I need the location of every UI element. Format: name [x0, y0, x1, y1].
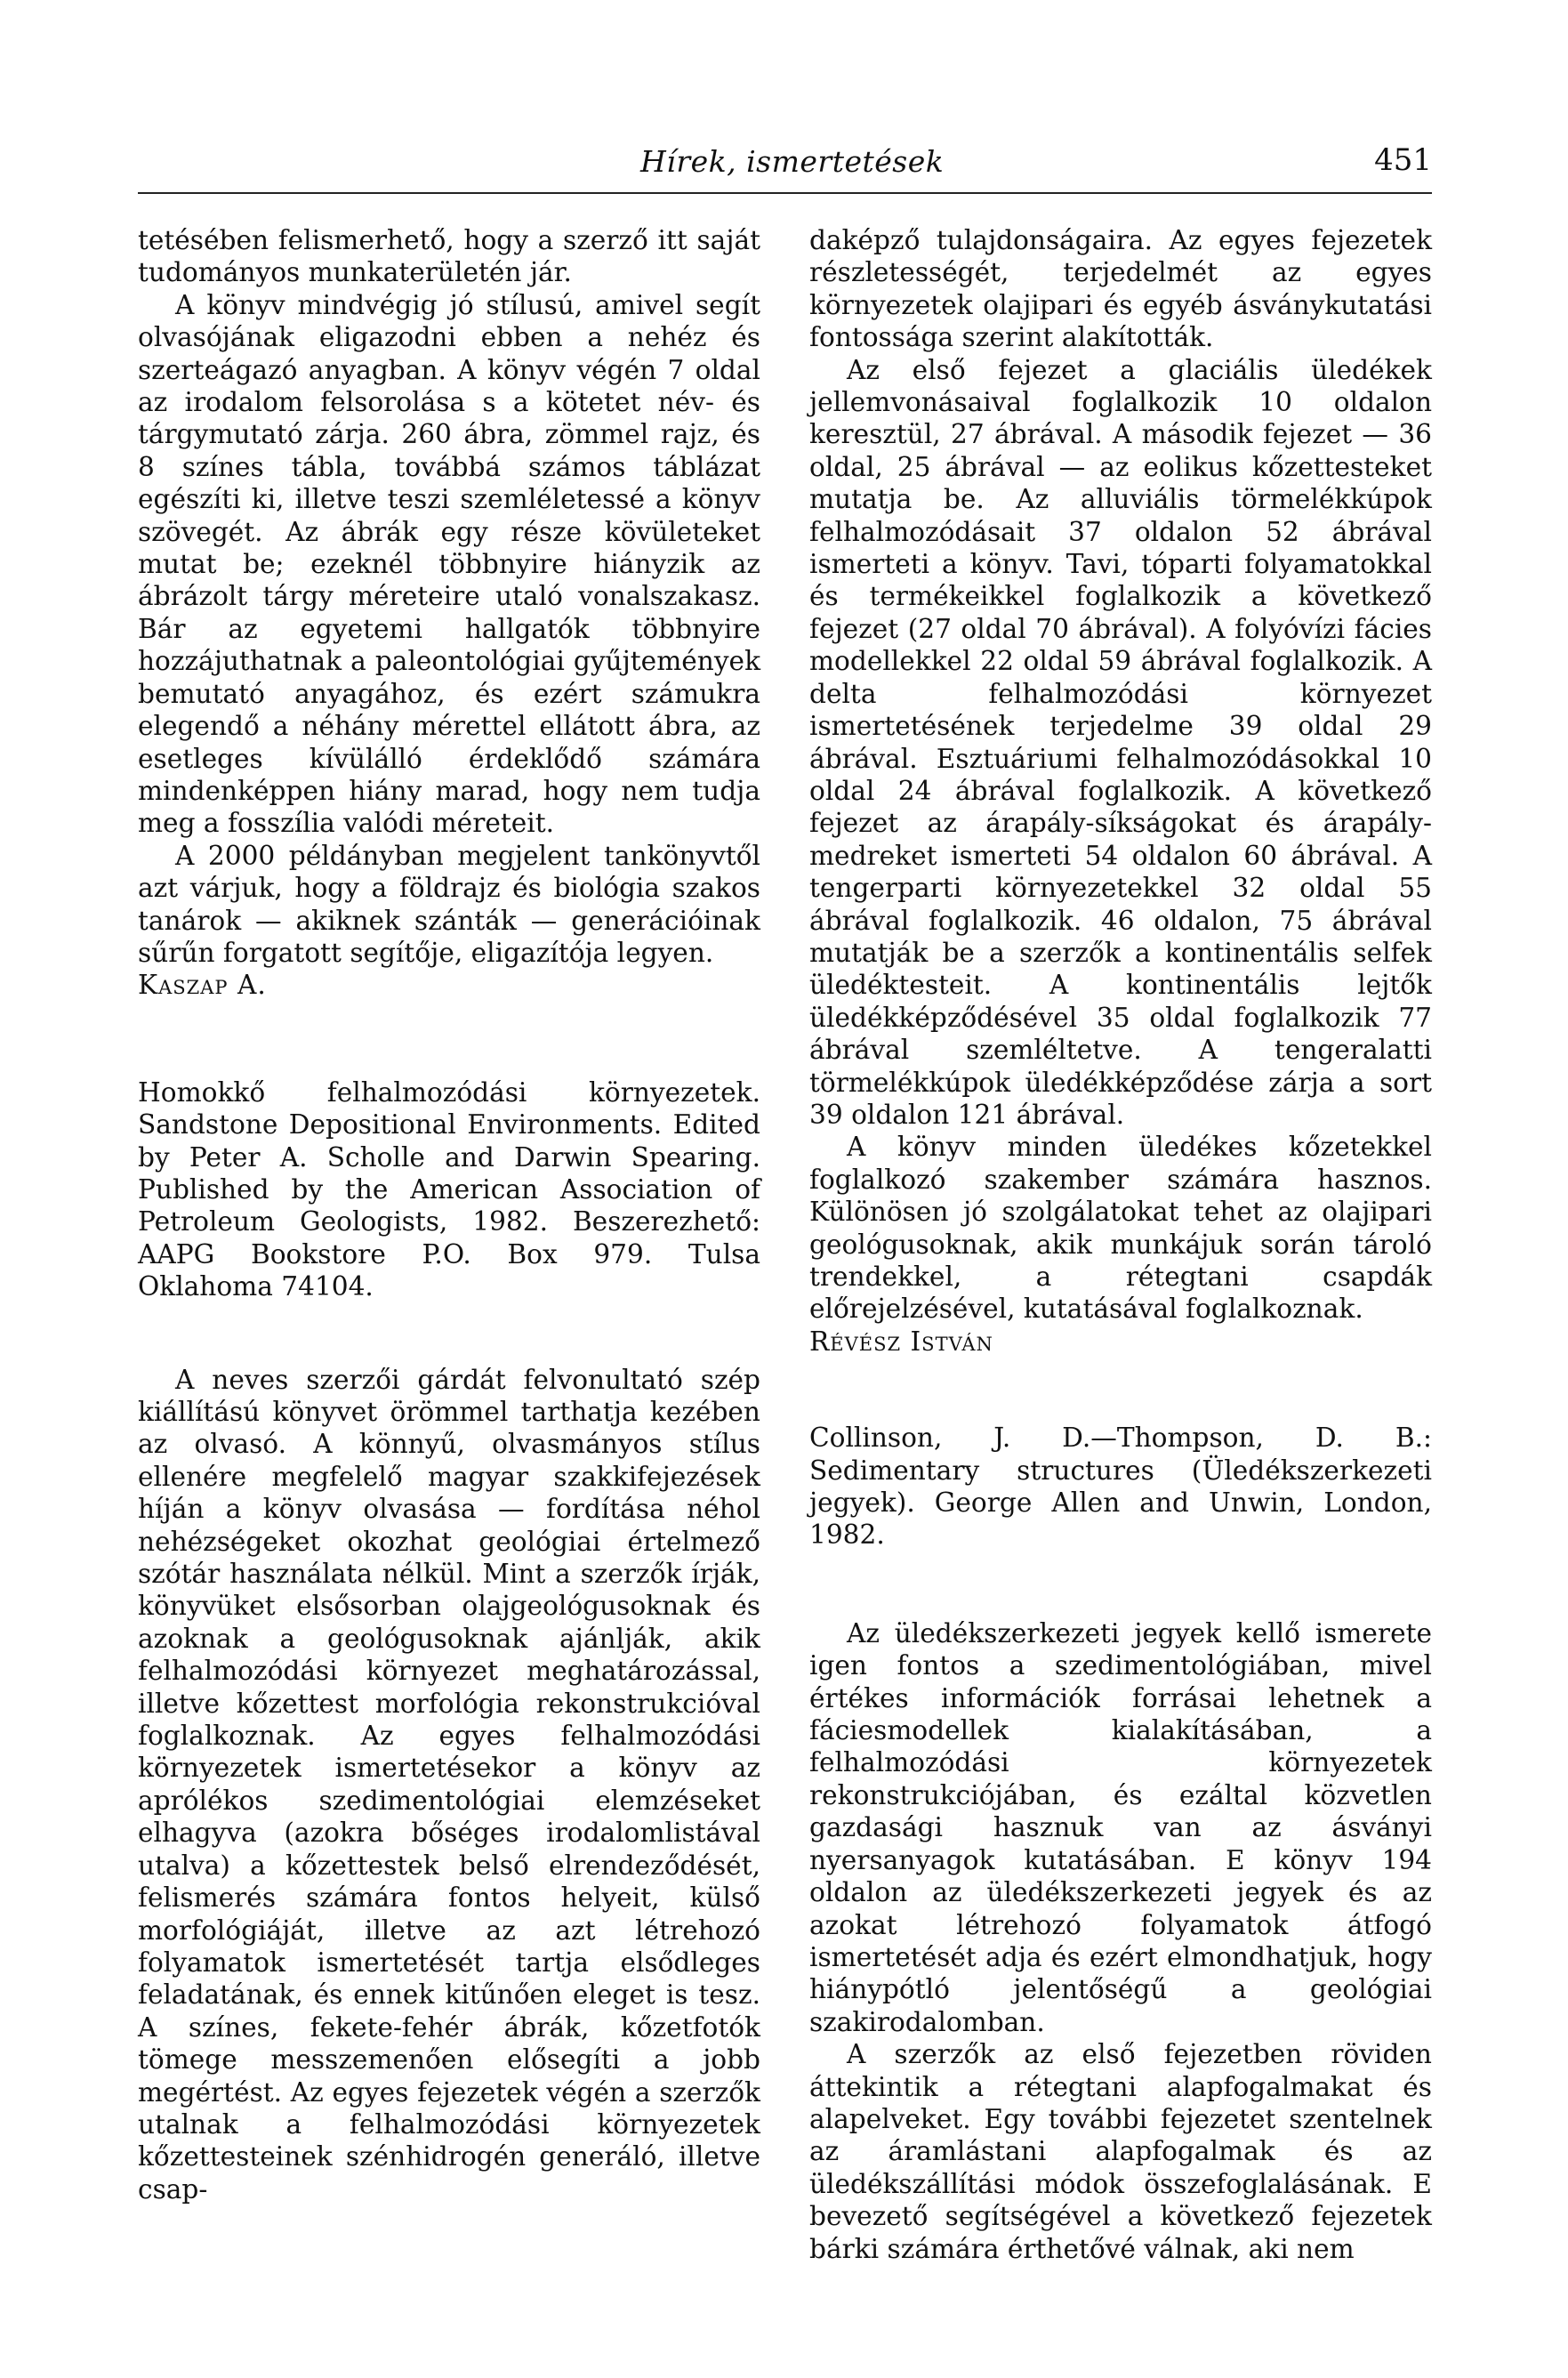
review3-paragraph: Az üledékszerkezeti jegyek kellő ismerete igen fontos a szedimentológiában, mivel értékes információk forrásai lehetnek a fáciesmodellek kialakításában, a felhalmozódási környezetek rekonstrukciójában, és ezáltal közvetlen gazdasági hasznuk van az ásványi nyersanyagok kutatásában. E könyv 194 oldalon az üledékszerkezeti jegyek és az azokat létrehozó folyamatok átfogó ismertetését adja és ezért elmondhatjuk, hogy hiánypótló jelentőségű a geológiai szakirodalomban.: [809, 1617, 1432, 2037]
header-rule: [138, 192, 1432, 194]
right-column: [809, 224, 1432, 2265]
review2-paragraph-continued: daképző tulajdonságaira. Az egyes fejezetek részletességét, terjedelmét az egyes környezetek olajipari és egyéb ásványkutatási fontossága szerint alakították.: [809, 225, 1432, 353]
page-number: 451: [1374, 142, 1432, 178]
running-title: Hírek, ismertetések: [640, 144, 945, 179]
review1-signature: Kaszap A.: [138, 970, 267, 1001]
review1-paragraph-continued: tetésében felismerhető, hogy a szerző itt saját tudományos munkaterületén jár.: [138, 225, 760, 288]
review1-paragraph: A 2000 példányban megjelent tankönyvtől azt várjuk, hogy a földrajz és biológia szakos tanárok — akiknek szánták — generációinak sűrűn forgatott segítője, eligazítója legyen.: [138, 840, 760, 968]
review2-paragraph: Az első fejezet a glaciális üledékek jellemvonásaival foglalkozik 10 oldalon keresztül, 27 ábrával. A második fejezet — 36 oldal, 25 ábrával — az eolikus kőzettesteket mutatja be. Az alluviális törmelékkúpok felhalmozódásait 37 oldalon 52 ábrával ismerteti a könyv. Tavi, tóparti folyamatokkal és termékeikkel foglalkozik a következő fejezet (27 oldal 70 ábrával). A folyóvízi fácies modellekkel 22 oldal 59 ábrával foglalkozik. A delta felhalmozódási környezet ismertetésének terjedelme 39 oldal 29 ábrával. Esztuáriumi felhalmozódásokkal 10 oldal 24 ábrával foglalkozik. A következő fejezet az árapály-síkságokat és árapály-medreket ismerteti 54 oldalon 60 ábrával. A tengerparti környezetekkel 32 oldal 55 ábrával foglalkozik. 46 oldalon, 75 ábrával mutatják be a szerzők a kontinentális selfek üledéktesteit. A kontinentális lejtők üledékképződésével 35 oldal foglalkozik 77 ábrával szemléltetve. A tengeralatti törmelékkúpok üledékképződése zárja a sort 39 oldalon 121 ábrával.: [809, 354, 1432, 1130]
spacer: [809, 1552, 1432, 1617]
review3-paragraph: A szerzők az első fejezetben röviden áttekintik a rétegtani alapfogalmakat és alapelveket. Egy további fejezetet szentelnek az áramlástani alapfogalmak és az üledékszállítási módok összefoglalásának. E bevezető segítségével a következő fejezetek bárki számára érthetővé válnak, aki nem: [809, 2039, 1432, 2264]
review2-paragraph: A neves szerzői gárdát felvonultató szép kiállítású könyvet örömmel tarthatja kezében az olvasó. A könnyű, olvasmányos stílus ellenére megfelelő magyar szakkifejezések híján a könyv olvasása — fordítása néhol nehézségeket okozhat geológiai értelmező szótár használata nélkül. Mint a szerzők írják, könyvüket elsősorban olajgeológusoknak és azoknak a geológusoknak ajánlják, akik felhalmozódási környezet meghatározással, illetve kőzettest morfológia rekonstrukcióval foglalkoznak. Az egyes felhalmozódási környezetek ismertetésekor a könyv az aprólékos szedimentológiai elemzéseket elhagyva (azokra bőséges irodalomlistával utalva) a kőzettestek belső elrendeződését, felismerés számára fontos helyeit, külső morfológiáját, illetve az azt létrehozó folyamatok ismertetését tartja elsődleges feladatának, és ennek kitűnően eleget is tesz. A színes, fekete-fehér ábrák, kőzetfotók tömege messzemenően elősegíti a jobb megértést. Az egyes fejezetek végén a szerzők utalnak a felhalmozódási környezetek kőzettesteinek szénhidrogén generáló, illetve csap-: [138, 1364, 760, 2205]
review3-citation: Collinson, J. D.—Thompson, D. B.: Sedimentary structures (Üledékszerkezeti jegyek). George Allen and Unwin, London, 1982.: [809, 1423, 1432, 1551]
review2-paragraph: A könyv minden üledékes kőzetekkel foglalkozó szakember számára hasznos. Különösen jó szolgálatokat tehet az olajipari geológusoknak, akik munkájuk során tároló trendekkel, a rétegtani csapdák előrejelzésével, kutatásával foglalkoznak.: [809, 1132, 1432, 1325]
review1-paragraph: A könyv mindvégig jó stílusú, amivel segít olvasójának eligazodni ebben a nehéz és szerteágazó anyagban. A könyv végén 7 oldal az irodalom felsorolása s a kötetet név- és tárgymutató zárja. 260 ábra, zömmel rajz, és 8 színes tábla, továbbá számos táblázat egészíti ki, illetve teszi szemléletessé a könyv szövegét. Az ábrák egy része kövületeket mutat be; ezeknél többnyire hiányzik az ábrázolt tárgy méreteire utaló vonalszakasz. Bár az egyetemi hallgatók többnyire hozzájuthatnak a paleontológiai gyűjtemények bemutató anyagához, és ezért számukra elegendő a néhány mérettel ellátott ábra, az esetleges kívülálló érdeklődő számára mindenképpen hiány marad, hogy nem tudja meg a fosszília valódi méreteit.: [138, 289, 760, 839]
page-header: [138, 133, 1432, 187]
review2-signature: Révész István: [809, 1326, 993, 1357]
spacer: [138, 1002, 760, 1076]
spacer: [138, 1303, 760, 1364]
left-column: [138, 224, 760, 2205]
spacer: [809, 1358, 1432, 1422]
review2-citation: Homokkő felhalmozódási környezetek. Sandstone Depositional Environments. Edited by Peter A. Scholle and Darwin Spearing. Published by the American Association of Petroleum Geologists, 1982. Beszerezhető: AAPG Bookstore P.O. Box 979. Tulsa Oklahoma 74104.: [138, 1076, 760, 1302]
